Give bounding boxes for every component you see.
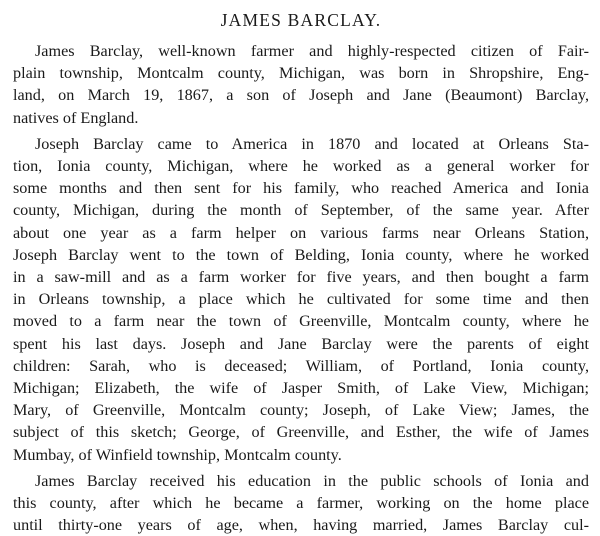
paragraph-line: spent his last days. Joseph and Jane Barclay were the parents of eight [13, 334, 589, 353]
paragraph-line: Joseph Barclay went to the town of Belding, Ionia county, where he worked [13, 245, 589, 264]
paragraph-2 [13, 133, 589, 466]
paragraph-line: James Barclay received his education in the public schools of Ionia and [35, 471, 589, 490]
paragraph-3 [13, 470, 589, 536]
paragraph-line: Mary, of Greenville, Montcalm county; Joseph, of Lake View; James, the [13, 401, 589, 420]
paragraph-line: natives of England. [13, 108, 139, 127]
paragraph-line: subject of this sketch; George, of Greenville, and Esther, the wife of James [13, 423, 589, 442]
paragraph-line: Mumbay, of Winfield township, Montcalm county. [13, 445, 342, 464]
paragraph-line: James Barclay, well-known farmer and highly-respected citizen of Fair- [35, 42, 589, 60]
paragraph-line: land, on March 19, 1867, a son of Joseph and Jane (Beaumont) Barclay, [13, 86, 589, 105]
paragraph-line: some months and then sent for his family, who reached America and Ionia [13, 179, 589, 198]
paragraph-line: until thirty-one years of age, when, having married, James Barclay cul- [13, 516, 589, 535]
paragraph-line: plain township, Montcalm county, Michigan, was born in Shropshire, Eng- [13, 64, 589, 83]
paragraph-line: this county, after which he became a farmer, working on the home place [13, 494, 589, 513]
page-title: JAMES BARCLAY. [220, 10, 382, 30]
paragraph-line: moved to a farm near the town of Greenville, Montcalm county, where he [13, 312, 589, 331]
paragraph-line: Joseph Barclay came to America in 1870 and located at Orleans Sta- [35, 134, 589, 153]
paragraph-line: children: Sarah, who is deceased; William, of Portland, Ionia county, [13, 356, 589, 375]
paragraph-line: Michigan; Elizabeth, the wife of Jasper Smith, of Lake View, Michigan; [13, 379, 589, 398]
paragraph-line: county, Michigan, during the month of September, of the same year. After [13, 201, 589, 220]
paragraph-1 [13, 40, 589, 129]
document-page [13, 0, 589, 536]
paragraph-line: tion, Ionia county, Michigan, where he worked as a general worker for [13, 157, 589, 176]
paragraph-line: in a saw-mill and as a farm worker for five years, and then bought a farm [13, 268, 589, 287]
paragraph-line: in Orleans township, a place which he cultivated for some time and then [13, 290, 589, 309]
paragraph-line: about one year as a farm helper on various farms near Orleans Station, [13, 223, 589, 242]
